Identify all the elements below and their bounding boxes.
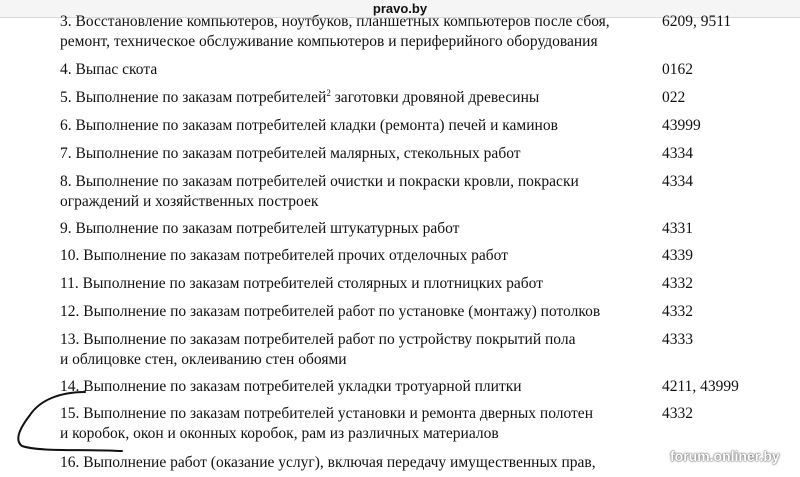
item-code: 4332 bbox=[662, 303, 693, 320]
item-code: 0162 bbox=[662, 61, 693, 78]
item-code: 4211, 43999 bbox=[662, 378, 739, 395]
item-text: 9. Выполнение по заказам потребителей штукатурных работ bbox=[60, 220, 460, 237]
item-text: 11. Выполнение по заказам потребителей столярных и плотницких работ bbox=[60, 275, 543, 292]
item-code: 4333 bbox=[662, 331, 693, 348]
item-code: 022 bbox=[662, 89, 686, 106]
item-text: 3. Восстановление компьютеров, ноутбуков, планшетных компьютеров после сбоя, bbox=[60, 13, 610, 30]
watermark: forum.onliner.by bbox=[670, 448, 780, 464]
item-text: 10. Выполнение по заказам потребителей прочих отделочных работ bbox=[60, 247, 508, 264]
item-text: 5. Выполнение по заказам потребителей bbox=[60, 89, 327, 106]
item-text: заготовки дровяной древесины bbox=[330, 89, 540, 106]
item-text: и коробок, окон и оконных коробок, рам из различных материалов bbox=[60, 424, 499, 442]
item-text: и облицовке стен, оклеиванию стен обоями bbox=[60, 350, 347, 368]
item-text: 8. Выполнение по заказам потребителей очистки и покраски кровли, покраски bbox=[60, 173, 579, 190]
item-code: 4339 bbox=[662, 247, 693, 264]
item-code: 4332 bbox=[662, 275, 693, 292]
item-text: ремонт, техническое обслуживание компьютеров и периферийного оборудования bbox=[60, 32, 598, 50]
item-text: 7. Выполнение по заказам потребителей малярных, стекольных работ bbox=[60, 145, 521, 162]
footnote-mark: 2 bbox=[326, 87, 331, 98]
item-text: 6. Выполнение по заказам потребителей кладки (ремонта) печей и каминов bbox=[60, 117, 558, 134]
site-name: pravo.by bbox=[372, 1, 428, 16]
item-text: 15. Выполнение по заказам потребителей установки и ремонта дверных полотен bbox=[60, 405, 593, 422]
item-code: 4331 bbox=[662, 220, 693, 237]
item-text: 13. Выполнение по заказам потребителей работ по устройству покрытий пола bbox=[60, 331, 576, 348]
item-text: 12. Выполнение по заказам потребителей работ по установке (монтажу) потолков bbox=[60, 303, 601, 320]
item-code: 43999 bbox=[662, 117, 701, 134]
item-code: 6209, 9511 bbox=[662, 13, 732, 30]
item-text: 16. Выполнение работ (оказание услуг), включая передачу имущественных прав, bbox=[60, 454, 596, 471]
item-code: 4332 bbox=[662, 405, 693, 422]
item-code: 4334 bbox=[662, 173, 693, 190]
item-code: 4334 bbox=[662, 145, 693, 162]
item-text: 4. Выпас скота bbox=[60, 61, 158, 78]
item-text: ограждений и хозяйственных построек bbox=[60, 192, 319, 210]
item-text: 14. Выполнение по заказам потребителей укладки тротуарной плитки bbox=[60, 378, 522, 395]
